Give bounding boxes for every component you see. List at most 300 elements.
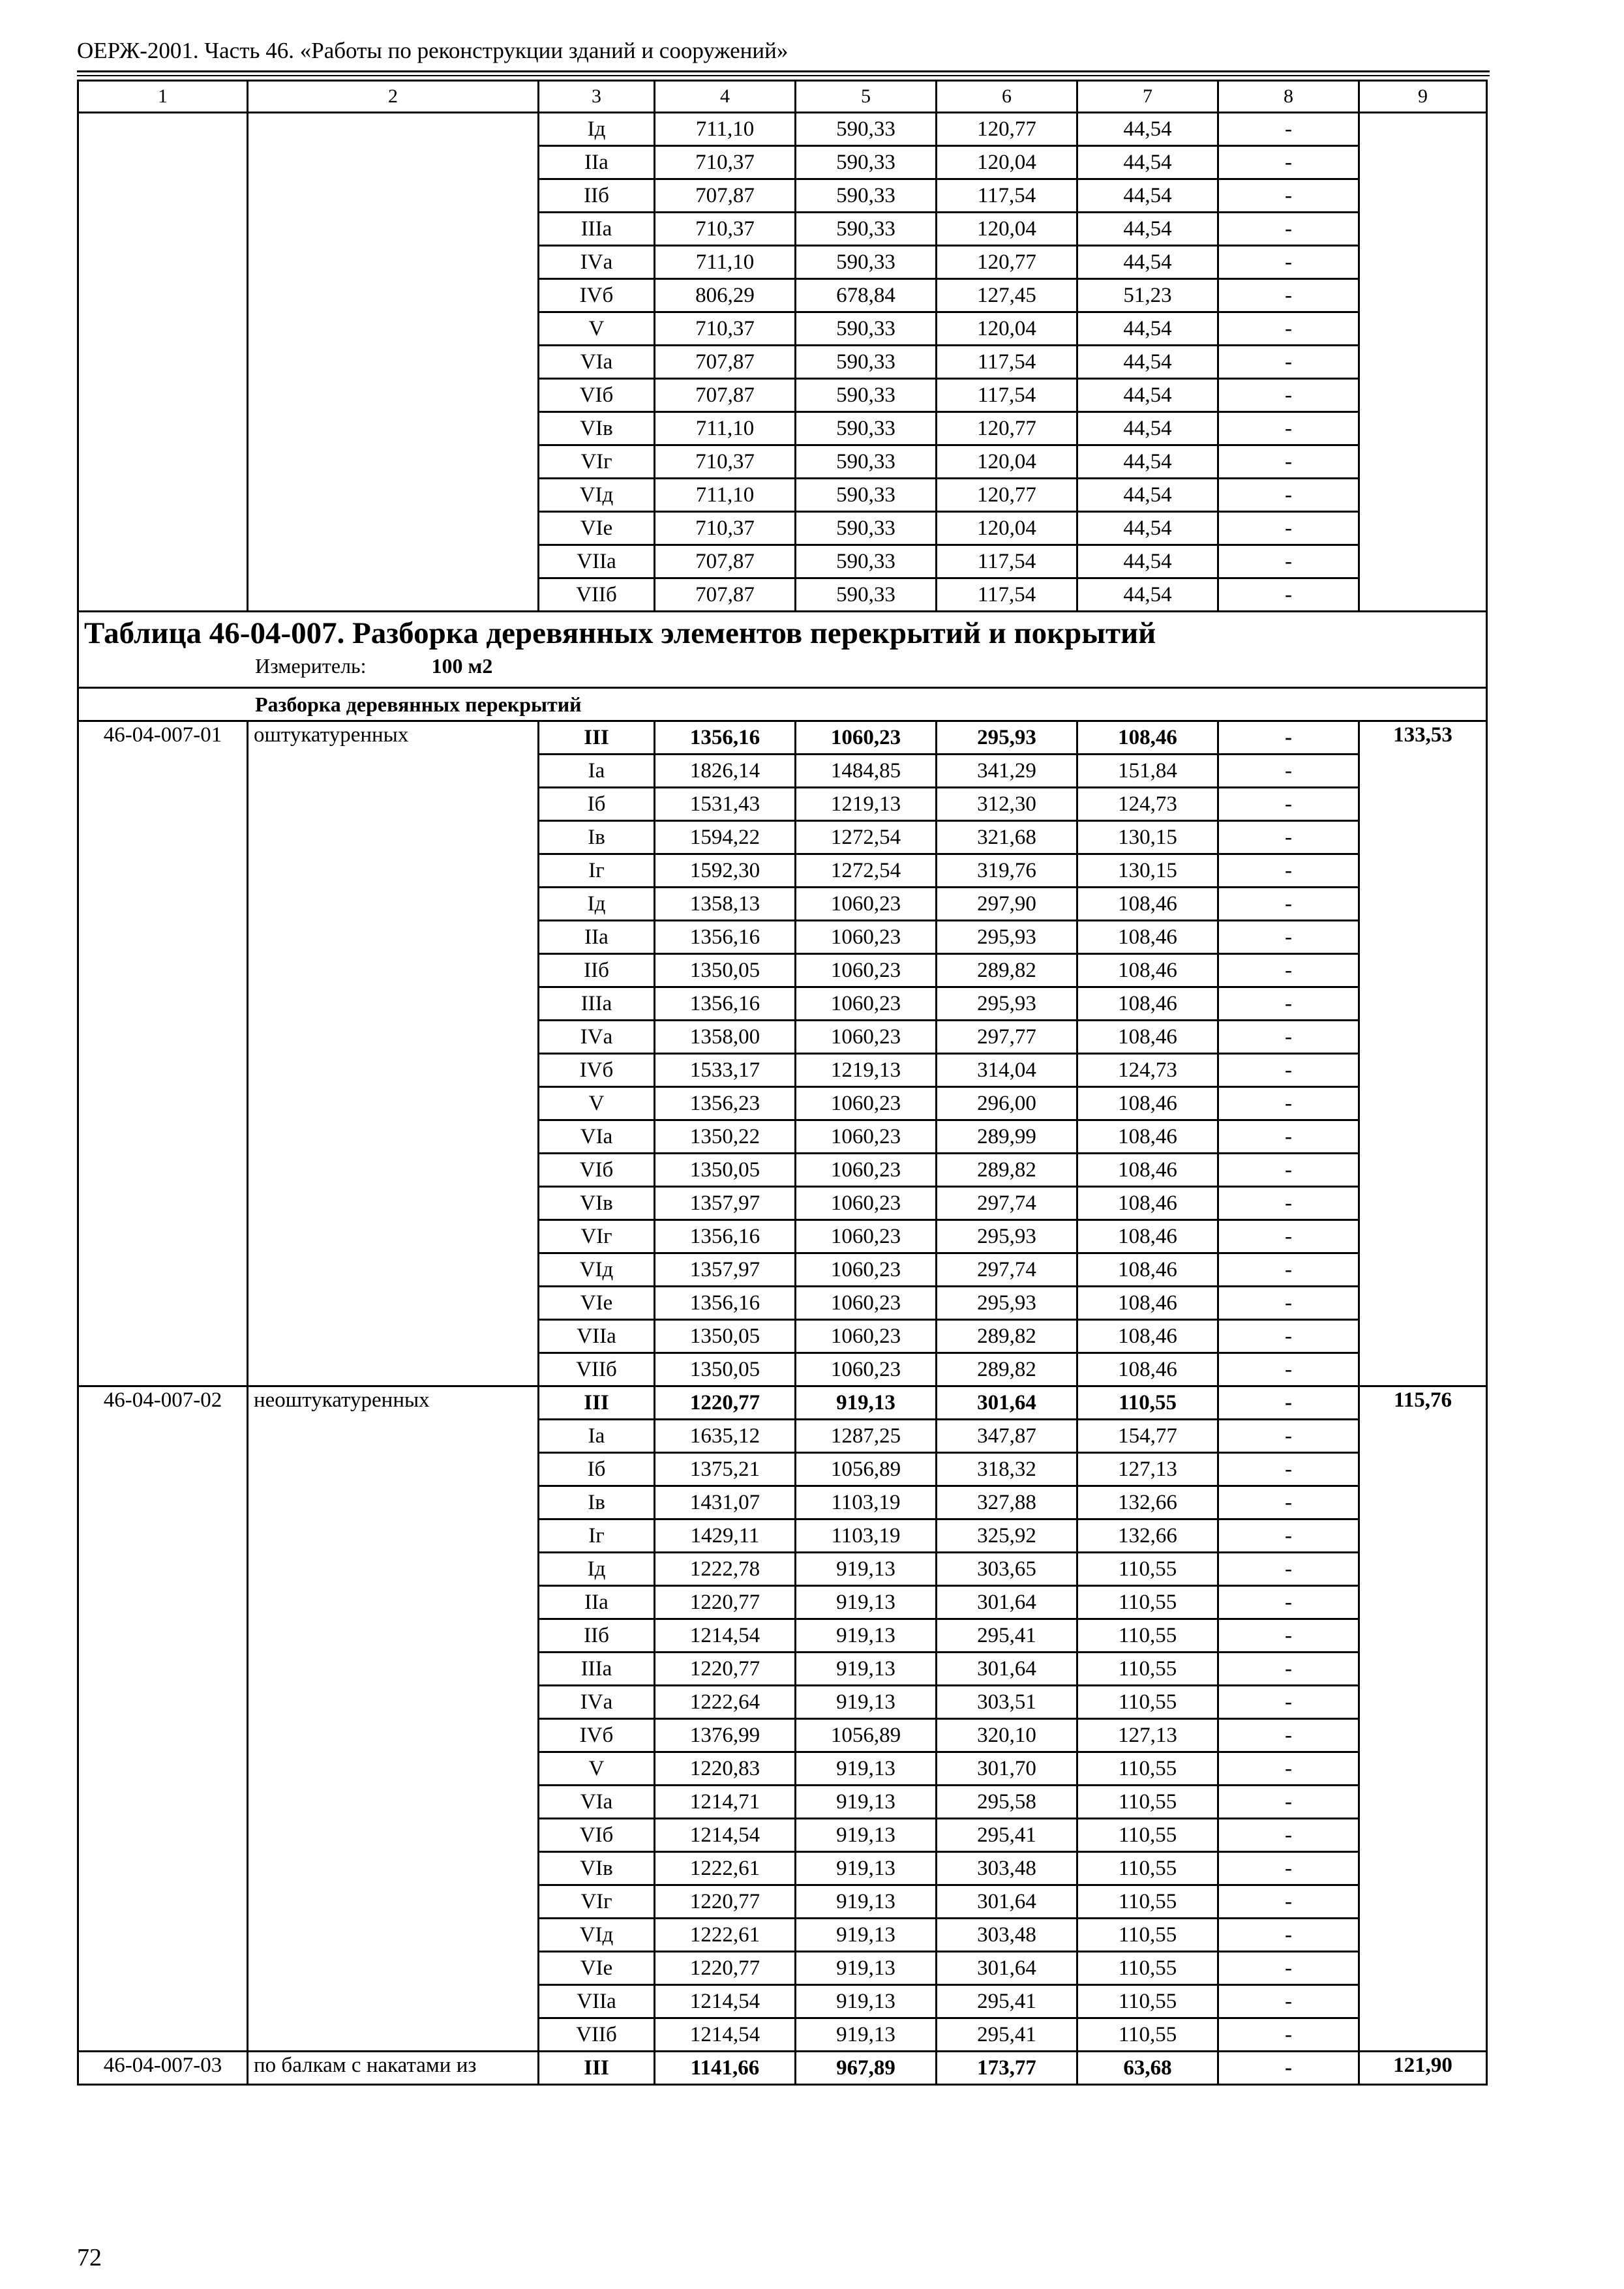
value-cell: -	[1218, 1686, 1359, 1719]
value-cell: 108,46	[1077, 921, 1218, 954]
zone-cell: VIIа	[539, 1985, 655, 2018]
zone-cell: III	[539, 2052, 655, 2085]
value-cell: 1056,89	[796, 1719, 937, 1752]
value-cell: 1272,54	[796, 854, 937, 888]
value-cell: 297,74	[937, 1187, 1077, 1220]
section-title: Разборка деревянных перекрытий	[78, 688, 1487, 721]
header-rule-thin	[77, 75, 1490, 76]
value-cell: 44,54	[1077, 445, 1218, 479]
value-cell: 1350,05	[655, 954, 796, 987]
value-cell: 301,64	[937, 1386, 1077, 1420]
value-cell: 1060,23	[796, 1220, 937, 1253]
measure-unit: 100 м2	[431, 654, 493, 678]
value-cell: 296,00	[937, 1087, 1077, 1120]
value-cell: -	[1218, 1619, 1359, 1653]
column-number: 3	[539, 81, 655, 113]
value-cell: -	[1218, 1353, 1359, 1386]
table-row	[78, 1386, 1487, 1420]
column-number: 7	[1077, 81, 1218, 113]
value-cell: 678,84	[796, 279, 937, 312]
value-cell: 130,15	[1077, 854, 1218, 888]
value-cell: -	[1218, 1220, 1359, 1253]
value-cell: 919,13	[796, 1553, 937, 1586]
value-cell: 1060,23	[796, 1287, 937, 1320]
zone-cell: Iб	[539, 1453, 655, 1486]
value-cell: 108,46	[1077, 1353, 1218, 1386]
value-cell: 117,54	[937, 346, 1077, 379]
value-cell: -	[1218, 578, 1359, 612]
value-cell: 117,54	[937, 545, 1077, 578]
table-title-cell	[78, 612, 1487, 688]
value-cell: 1350,05	[655, 1154, 796, 1187]
value-cell: -	[1218, 954, 1359, 987]
value-cell: 590,33	[796, 479, 937, 512]
zone-cell: VIг	[539, 445, 655, 479]
value-cell: 297,77	[937, 1021, 1077, 1054]
zone-cell: IIIа	[539, 1653, 655, 1686]
value-cell: 44,54	[1077, 179, 1218, 213]
value-cell: 590,33	[796, 213, 937, 246]
value-cell: 108,46	[1077, 721, 1218, 755]
zone-cell: VIIб	[539, 578, 655, 612]
value-cell: 318,32	[937, 1453, 1077, 1486]
value-cell: 295,58	[937, 1786, 1077, 1819]
table-title: Таблица 46-04-007. Разборка деревянных элементов перекрытий и покрытий	[84, 616, 1156, 650]
value-cell: 919,13	[796, 1752, 937, 1786]
value-cell: 711,10	[655, 479, 796, 512]
value-cell: 295,93	[937, 721, 1077, 755]
value-cell: 108,46	[1077, 987, 1218, 1021]
value-cell: 1531,43	[655, 788, 796, 821]
value-cell: 151,84	[1077, 755, 1218, 788]
value-cell: 1141,66	[655, 2052, 796, 2085]
value-cell: -	[1218, 1586, 1359, 1619]
value-cell: 289,82	[937, 1353, 1077, 1386]
value-cell: -	[1218, 1021, 1359, 1054]
value-cell: 919,13	[796, 1952, 937, 1985]
zone-cell: IIб	[539, 179, 655, 213]
value-cell: 108,46	[1077, 1021, 1218, 1054]
value-cell: 919,13	[796, 1586, 937, 1619]
value-cell: 919,13	[796, 2018, 937, 2052]
value-cell: 711,10	[655, 246, 796, 279]
value-cell: 1533,17	[655, 1054, 796, 1087]
value-cell: 120,04	[937, 512, 1077, 545]
value-cell: 127,45	[937, 279, 1077, 312]
value-cell: 1826,14	[655, 755, 796, 788]
value-cell: 1357,97	[655, 1187, 796, 1220]
page-number: 72	[77, 2244, 102, 2271]
table-title-row	[78, 612, 1487, 688]
value-cell: 1220,77	[655, 1952, 796, 1985]
value-cell: 590,33	[796, 445, 937, 479]
value-cell: 1220,83	[655, 1752, 796, 1786]
value-cell: 1358,13	[655, 888, 796, 921]
value-cell: -	[1218, 1453, 1359, 1486]
value-cell: 295,93	[937, 1220, 1077, 1253]
zone-cell: Iв	[539, 821, 655, 854]
zone-cell: VIа	[539, 1120, 655, 1154]
zone-cell: Iв	[539, 1486, 655, 1519]
zone-cell: IIIа	[539, 213, 655, 246]
column-number: 6	[937, 81, 1077, 113]
value-cell: 44,54	[1077, 512, 1218, 545]
value-cell: 1431,07	[655, 1486, 796, 1519]
total-cell: 121,90	[1359, 2052, 1487, 2085]
zone-cell: V	[539, 1752, 655, 1786]
table-row	[78, 2052, 1487, 2085]
value-cell: 110,55	[1077, 1586, 1218, 1619]
value-cell: -	[1218, 279, 1359, 312]
value-cell: 108,46	[1077, 1087, 1218, 1120]
value-cell: 130,15	[1077, 821, 1218, 854]
value-cell: 120,77	[937, 412, 1077, 445]
code-cell: 46-04-007-01	[78, 721, 248, 1386]
column-number-row	[78, 81, 1487, 113]
value-cell: -	[1218, 412, 1359, 445]
zone-cell: IIа	[539, 1586, 655, 1619]
value-cell: 110,55	[1077, 1786, 1218, 1819]
value-cell: -	[1218, 987, 1359, 1021]
value-cell: 1592,30	[655, 854, 796, 888]
value-cell: 1375,21	[655, 1453, 796, 1486]
zone-cell: III	[539, 1386, 655, 1420]
zone-cell: Iд	[539, 888, 655, 921]
value-cell: 1220,77	[655, 1885, 796, 1919]
value-cell: 347,87	[937, 1420, 1077, 1453]
value-cell: 303,48	[937, 1919, 1077, 1952]
zone-cell: IVб	[539, 1719, 655, 1752]
value-cell: -	[1218, 1087, 1359, 1120]
value-cell: -	[1218, 113, 1359, 146]
value-cell: -	[1218, 1985, 1359, 2018]
column-number: 4	[655, 81, 796, 113]
zone-cell: VIв	[539, 412, 655, 445]
column-number: 5	[796, 81, 937, 113]
value-cell: 1219,13	[796, 1054, 937, 1087]
value-cell: -	[1218, 1852, 1359, 1885]
value-cell: 1060,23	[796, 1154, 937, 1187]
column-number: 8	[1218, 81, 1359, 113]
value-cell: 108,46	[1077, 1253, 1218, 1287]
value-cell: 303,48	[937, 1852, 1077, 1885]
value-cell: -	[1218, 1719, 1359, 1752]
value-cell: 1060,23	[796, 1253, 937, 1287]
value-cell: 297,74	[937, 1253, 1077, 1287]
measure-line	[84, 651, 1481, 680]
zone-cell: IVа	[539, 246, 655, 279]
value-cell: -	[1218, 1187, 1359, 1220]
value-cell: 1635,12	[655, 1420, 796, 1453]
value-cell: 1214,54	[655, 2018, 796, 2052]
value-cell: 120,04	[937, 213, 1077, 246]
value-cell: 711,10	[655, 113, 796, 146]
value-cell: -	[1218, 1919, 1359, 1952]
value-cell: 1222,61	[655, 1919, 796, 1952]
value-cell: 590,33	[796, 346, 937, 379]
value-cell: 325,92	[937, 1519, 1077, 1553]
value-cell: 63,68	[1077, 2052, 1218, 2085]
zone-cell: VIа	[539, 346, 655, 379]
value-cell: 320,10	[937, 1719, 1077, 1752]
value-cell: -	[1218, 2052, 1359, 2085]
value-cell: 1429,11	[655, 1519, 796, 1553]
zone-cell: Iг	[539, 1519, 655, 1553]
value-cell: 1060,23	[796, 721, 937, 755]
value-cell: 295,41	[937, 1619, 1077, 1653]
value-cell: 1356,16	[655, 987, 796, 1021]
value-cell: 1060,23	[796, 1353, 937, 1386]
value-cell: 303,51	[937, 1686, 1077, 1719]
value-cell: -	[1218, 246, 1359, 279]
value-cell: 301,70	[937, 1752, 1077, 1786]
value-cell: 44,54	[1077, 312, 1218, 346]
value-cell: 110,55	[1077, 1919, 1218, 1952]
value-cell: 120,77	[937, 113, 1077, 146]
value-cell: -	[1218, 821, 1359, 854]
value-cell: 132,66	[1077, 1519, 1218, 1553]
value-cell: 120,04	[937, 445, 1077, 479]
value-cell: 1214,54	[655, 1619, 796, 1653]
value-cell: 1214,54	[655, 1985, 796, 2018]
value-cell: 590,33	[796, 179, 937, 213]
zone-cell: VIв	[539, 1852, 655, 1885]
value-cell: 44,54	[1077, 213, 1218, 246]
value-cell: -	[1218, 1752, 1359, 1786]
value-cell: 1060,23	[796, 954, 937, 987]
value-cell: 1376,99	[655, 1719, 796, 1752]
value-cell: 1220,77	[655, 1386, 796, 1420]
value-cell: 590,33	[796, 412, 937, 445]
value-cell: 1060,23	[796, 987, 937, 1021]
value-cell: 289,82	[937, 954, 1077, 987]
value-cell: 806,29	[655, 279, 796, 312]
value-cell: 110,55	[1077, 1952, 1218, 1985]
value-cell: 590,33	[796, 113, 937, 146]
zone-cell: VIа	[539, 1786, 655, 1819]
value-cell: 120,04	[937, 312, 1077, 346]
measure-label: Измеритель:	[255, 654, 367, 678]
value-cell: 110,55	[1077, 1553, 1218, 1586]
value-cell: 108,46	[1077, 1187, 1218, 1220]
value-cell: 1484,85	[796, 755, 937, 788]
zone-cell: IVа	[539, 1021, 655, 1054]
value-cell: 1356,16	[655, 1287, 796, 1320]
value-cell: -	[1218, 1786, 1359, 1819]
value-cell: 710,37	[655, 445, 796, 479]
value-cell: 110,55	[1077, 1752, 1218, 1786]
value-cell: 919,13	[796, 1819, 937, 1852]
value-cell: 108,46	[1077, 1220, 1218, 1253]
value-cell: -	[1218, 1653, 1359, 1686]
zone-cell: IVа	[539, 1686, 655, 1719]
code-cell	[78, 113, 248, 612]
value-cell: -	[1218, 1320, 1359, 1353]
value-cell: -	[1218, 1154, 1359, 1187]
value-cell: 110,55	[1077, 1386, 1218, 1420]
code-cell: 46-04-007-03	[78, 2052, 248, 2085]
value-cell: 1060,23	[796, 1320, 937, 1353]
value-cell: -	[1218, 921, 1359, 954]
value-cell: 590,33	[796, 578, 937, 612]
value-cell: 51,23	[1077, 279, 1218, 312]
zone-cell: VIб	[539, 1819, 655, 1852]
value-cell: 132,66	[1077, 1486, 1218, 1519]
zone-cell: VIIа	[539, 1320, 655, 1353]
value-cell: 312,30	[937, 788, 1077, 821]
value-cell: 120,77	[937, 479, 1077, 512]
zone-cell: VIд	[539, 479, 655, 512]
value-cell: 1060,23	[796, 1021, 937, 1054]
zone-cell: VIе	[539, 1287, 655, 1320]
value-cell: 297,90	[937, 888, 1077, 921]
value-cell: -	[1218, 721, 1359, 755]
value-cell: 711,10	[655, 412, 796, 445]
value-cell: 1358,00	[655, 1021, 796, 1054]
value-cell: 710,37	[655, 512, 796, 545]
column-number: 2	[248, 81, 539, 113]
value-cell: -	[1218, 1287, 1359, 1320]
value-cell: 707,87	[655, 179, 796, 213]
value-cell: 1214,54	[655, 1819, 796, 1852]
value-cell: 1222,78	[655, 1553, 796, 1586]
zone-cell: Iд	[539, 1553, 655, 1586]
value-cell: -	[1218, 146, 1359, 179]
value-cell: 919,13	[796, 1653, 937, 1686]
value-cell: 173,77	[937, 2052, 1077, 2085]
value-cell: 919,13	[796, 1885, 937, 1919]
value-cell: 1222,64	[655, 1686, 796, 1719]
value-cell: 590,33	[796, 312, 937, 346]
value-cell: 110,55	[1077, 1653, 1218, 1686]
value-cell: 117,54	[937, 578, 1077, 612]
zone-cell: VIIб	[539, 1353, 655, 1386]
value-cell: 1356,23	[655, 1087, 796, 1120]
value-cell: 303,65	[937, 1553, 1077, 1586]
value-cell: 919,13	[796, 1852, 937, 1885]
zone-cell: III	[539, 721, 655, 755]
value-cell: 1103,19	[796, 1519, 937, 1553]
total-cell	[1359, 113, 1487, 612]
name-cell: неоштукатуренных	[248, 1386, 539, 2052]
value-cell: 707,87	[655, 578, 796, 612]
zone-cell: IIа	[539, 921, 655, 954]
zone-cell: IVб	[539, 1054, 655, 1087]
zone-cell: Iд	[539, 113, 655, 146]
value-cell: -	[1218, 1120, 1359, 1154]
total-cell: 133,53	[1359, 721, 1487, 1386]
value-cell: -	[1218, 2018, 1359, 2052]
value-cell: 1350,05	[655, 1353, 796, 1386]
value-cell: 1060,23	[796, 1087, 937, 1120]
zone-cell: V	[539, 312, 655, 346]
value-cell: 44,54	[1077, 479, 1218, 512]
value-cell: 44,54	[1077, 578, 1218, 612]
zone-cell: V	[539, 1087, 655, 1120]
value-cell: 295,93	[937, 987, 1077, 1021]
value-cell: -	[1218, 179, 1359, 213]
value-cell: 314,04	[937, 1054, 1077, 1087]
value-cell: 707,87	[655, 545, 796, 578]
value-cell: 108,46	[1077, 1120, 1218, 1154]
value-cell: 108,46	[1077, 1154, 1218, 1187]
value-cell: -	[1218, 379, 1359, 412]
value-cell: -	[1218, 1253, 1359, 1287]
page-header: ОЕРЖ-2001. Часть 46. «Работы по реконструкции зданий и сооружений»	[77, 38, 789, 63]
value-cell: 590,33	[796, 512, 937, 545]
value-cell: 44,54	[1077, 545, 1218, 578]
value-cell: 124,73	[1077, 788, 1218, 821]
value-cell: 919,13	[796, 1786, 937, 1819]
code-cell: 46-04-007-02	[78, 1386, 248, 2052]
value-cell: 295,41	[937, 2018, 1077, 2052]
value-cell: 1220,77	[655, 1586, 796, 1619]
value-cell: 919,13	[796, 1919, 937, 1952]
value-cell: 1357,97	[655, 1253, 796, 1287]
value-cell: 108,46	[1077, 954, 1218, 987]
zone-cell: IIIа	[539, 987, 655, 1021]
value-cell: 319,76	[937, 854, 1077, 888]
value-cell: 1272,54	[796, 821, 937, 854]
value-cell: 295,41	[937, 1985, 1077, 2018]
value-cell: 289,82	[937, 1154, 1077, 1187]
value-cell: 110,55	[1077, 2018, 1218, 2052]
value-cell: 1056,89	[796, 1453, 937, 1486]
value-cell: -	[1218, 545, 1359, 578]
zone-cell: Iа	[539, 1420, 655, 1453]
zone-cell: IIб	[539, 1619, 655, 1653]
zone-cell: VIв	[539, 1187, 655, 1220]
value-cell: 1356,16	[655, 921, 796, 954]
value-cell: 967,89	[796, 2052, 937, 2085]
value-cell: -	[1218, 512, 1359, 545]
value-cell: 1594,22	[655, 821, 796, 854]
value-cell: 327,88	[937, 1486, 1077, 1519]
value-cell: 590,33	[796, 146, 937, 179]
header-rule	[77, 70, 1490, 72]
value-cell: 117,54	[937, 379, 1077, 412]
zone-cell: Iб	[539, 788, 655, 821]
value-cell: 110,55	[1077, 1819, 1218, 1852]
value-cell: -	[1218, 1420, 1359, 1453]
value-cell: 289,99	[937, 1120, 1077, 1154]
value-cell: 44,54	[1077, 346, 1218, 379]
value-cell: 1350,05	[655, 1320, 796, 1353]
zone-cell: VIе	[539, 1952, 655, 1985]
value-cell: 1103,19	[796, 1486, 937, 1519]
zone-cell: VIб	[539, 379, 655, 412]
zone-cell: Iг	[539, 854, 655, 888]
name-cell	[248, 113, 539, 612]
table-row	[78, 113, 1487, 146]
value-cell: 707,87	[655, 346, 796, 379]
value-cell: 127,13	[1077, 1453, 1218, 1486]
value-cell: 1060,23	[796, 1120, 937, 1154]
value-cell: -	[1218, 445, 1359, 479]
value-cell: 1287,25	[796, 1420, 937, 1453]
value-cell: -	[1218, 788, 1359, 821]
value-cell: 108,46	[1077, 1287, 1218, 1320]
value-cell: 110,55	[1077, 1852, 1218, 1885]
value-cell: -	[1218, 1519, 1359, 1553]
value-cell: 110,55	[1077, 1619, 1218, 1653]
value-cell: 117,54	[937, 179, 1077, 213]
value-cell: -	[1218, 1054, 1359, 1087]
value-cell: 108,46	[1077, 1320, 1218, 1353]
value-cell: 1060,23	[796, 888, 937, 921]
column-number: 1	[78, 81, 248, 113]
value-cell: -	[1218, 346, 1359, 379]
